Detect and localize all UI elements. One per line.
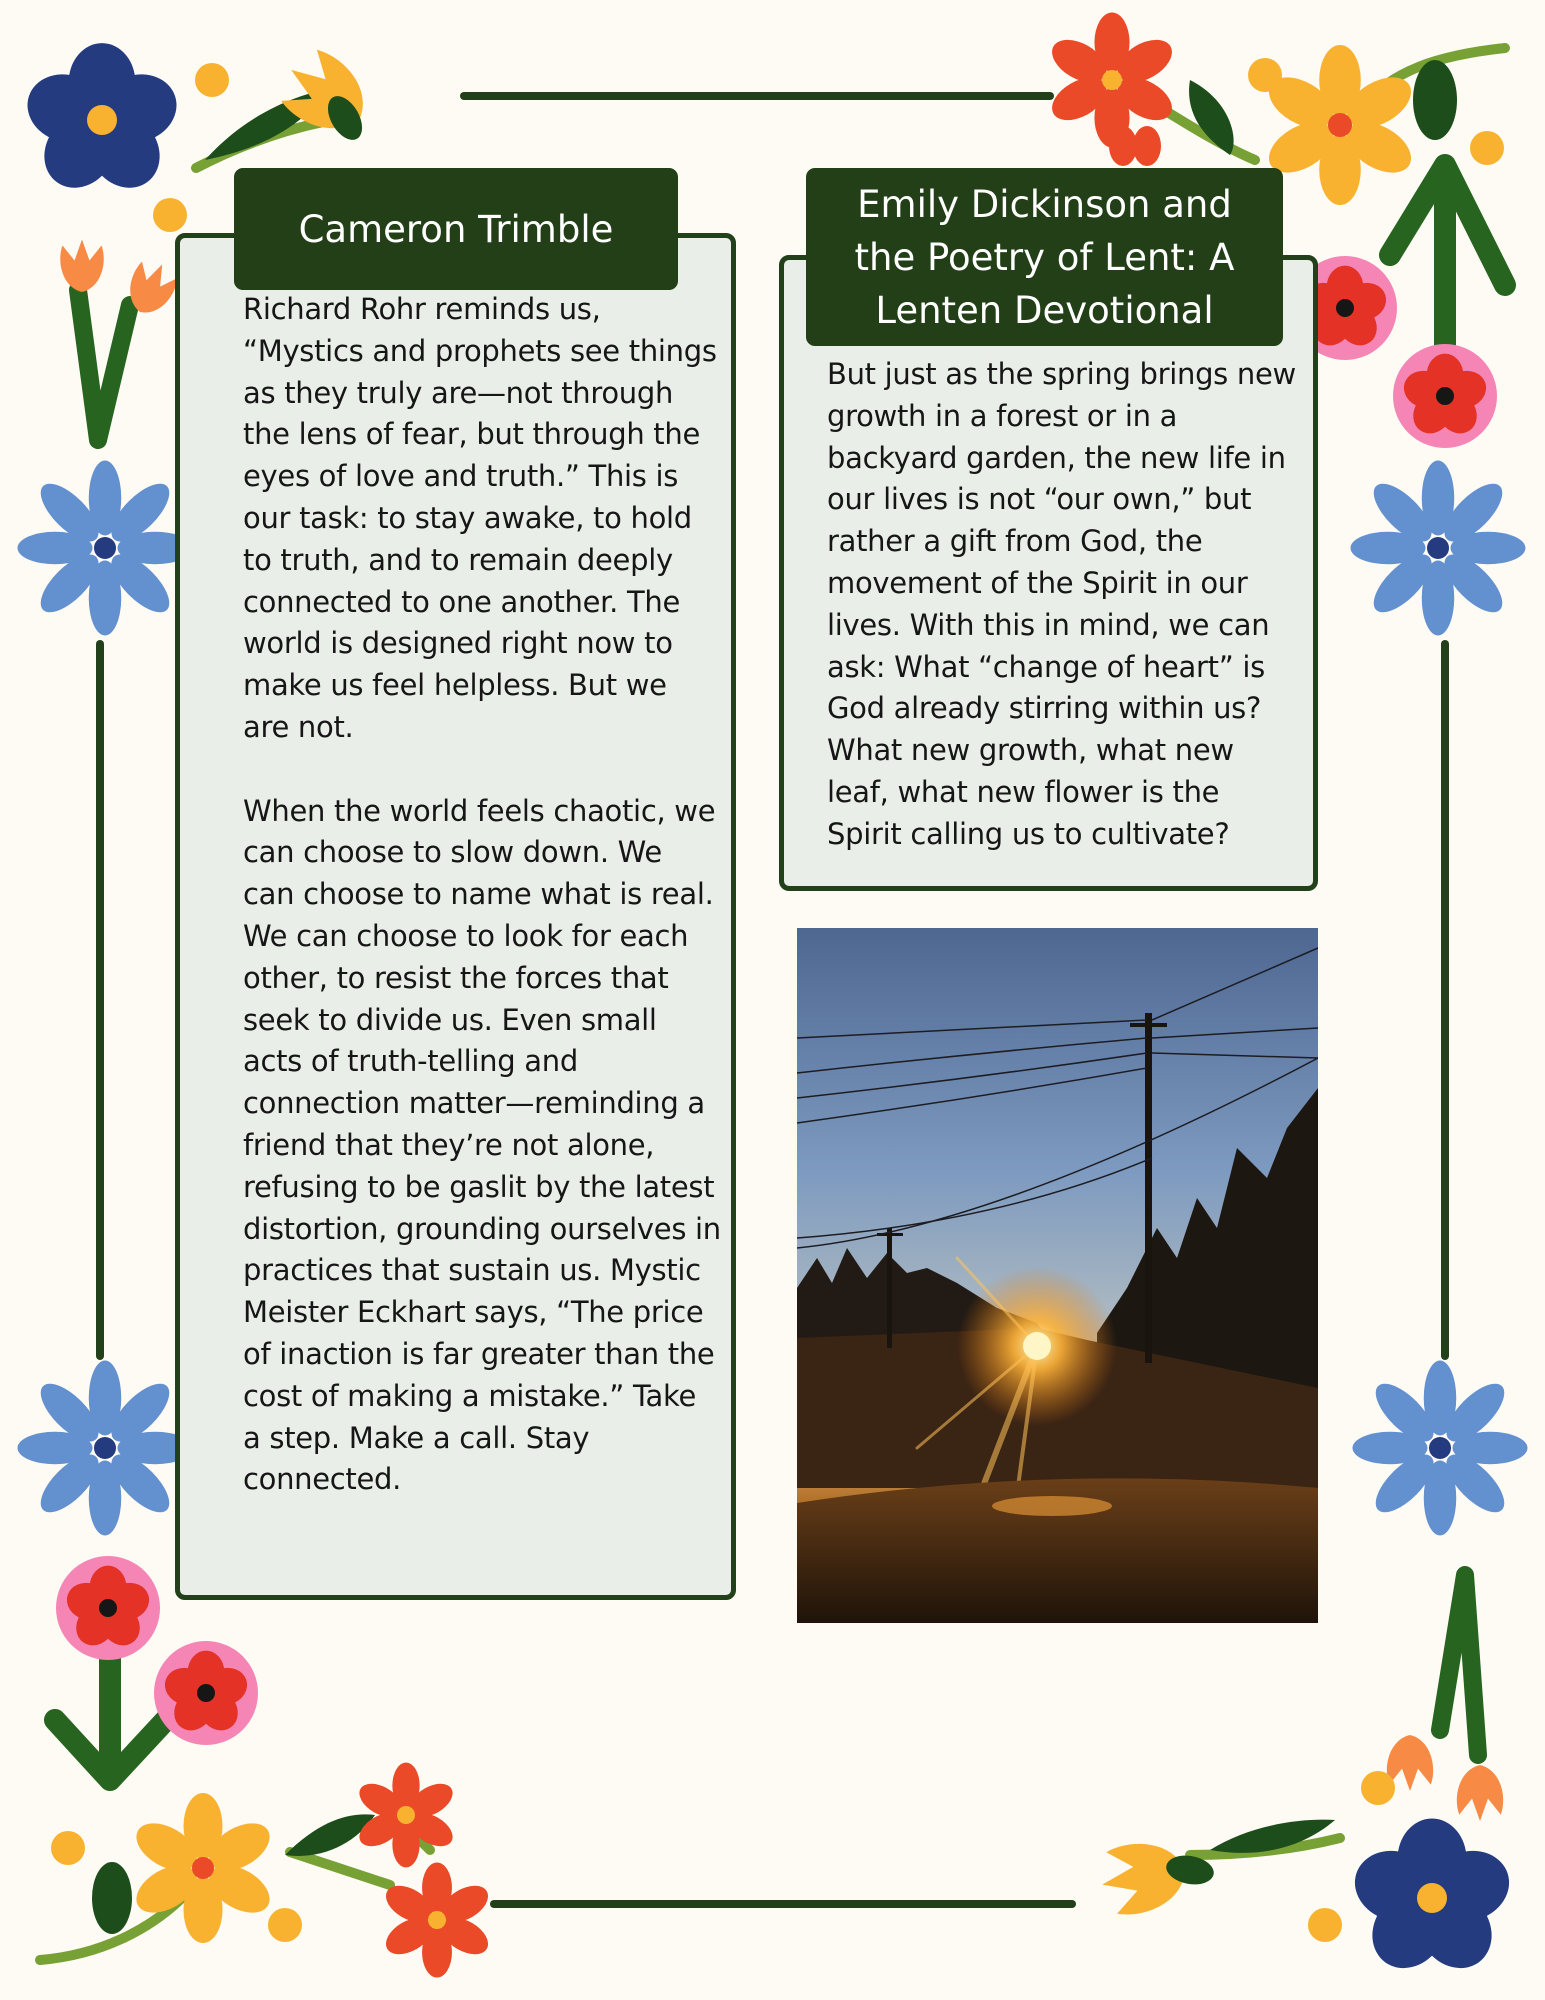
frame-line-top [460, 92, 1054, 100]
navy-flower-icon [19, 43, 186, 202]
right-card-body [827, 354, 1302, 856]
blue-flower-icon [18, 461, 193, 636]
blue-flower-icon [18, 1361, 193, 1536]
right-card-paragraph: But just as the spring brings new growth in a forest or in a backyard garden, the new life in our lives is not “our own,” but rather a gift from God, the movement of the Spirit in our lives. With this in mind, we can ask: What “change of heart” is God already stirring within us? What new growth, what new leaf, what new flower is the Spirit calling us to cultivate? [827, 357, 1296, 851]
red-flower-icon [380, 1863, 495, 1978]
pink-flower-icon [154, 1641, 258, 1745]
red-flower-icon [1045, 13, 1179, 148]
pink-flower-icon [56, 1556, 160, 1660]
left-card-title: Cameron Trimble [298, 207, 614, 251]
pink-flower-icon [1393, 344, 1497, 448]
frame-line-bottom [490, 1900, 1076, 1908]
left-card-paragraph-2: When the world feels chaotic, we can choose to slow down. We can choose to name what is real. We can choose to look for each other, to resist the forces that seek to divide us. Even small acts of truth-telling and connection matter—reminding a friend that they’re not alone, refusing to be gaslit by the latest distortion, grounding ourselves in practices that sustain us. Mystic Meister Eckhart says, “The price of inaction is far greater than the cost of making a mistake.” Take a step. Make a call. Stay connected. [243, 793, 721, 1497]
sunset-road-photo [797, 928, 1318, 1623]
right-card-title-line-1: Emily Dickinson and [857, 182, 1232, 226]
yellow-flower-icon [1260, 45, 1419, 205]
right-card-title-line-3: Lenten Devotional [875, 288, 1214, 332]
left-card-body [243, 289, 721, 1501]
blue-flower-icon [1353, 1361, 1528, 1536]
navy-flower-icon [1346, 1819, 1519, 1983]
right-card-title-line-2: the Poetry of Lent: A [854, 235, 1235, 279]
frame-line-right [1441, 640, 1449, 1360]
left-card-title-tab [234, 168, 678, 290]
left-card-paragraph-1: Richard Rohr reminds us, “Mystics and prophets see things as they truly are—not through the lens of fear, but through the eyes of love and truth.” This is our task: to stay awake, to hold to truth, and to remain deeply connected to one another. The world is designed right now to make us feel helpless. But we are not. [243, 292, 717, 744]
right-card-title-tab [806, 168, 1283, 346]
frame-line-left [96, 640, 104, 1360]
blue-flower-icon [1351, 461, 1526, 636]
